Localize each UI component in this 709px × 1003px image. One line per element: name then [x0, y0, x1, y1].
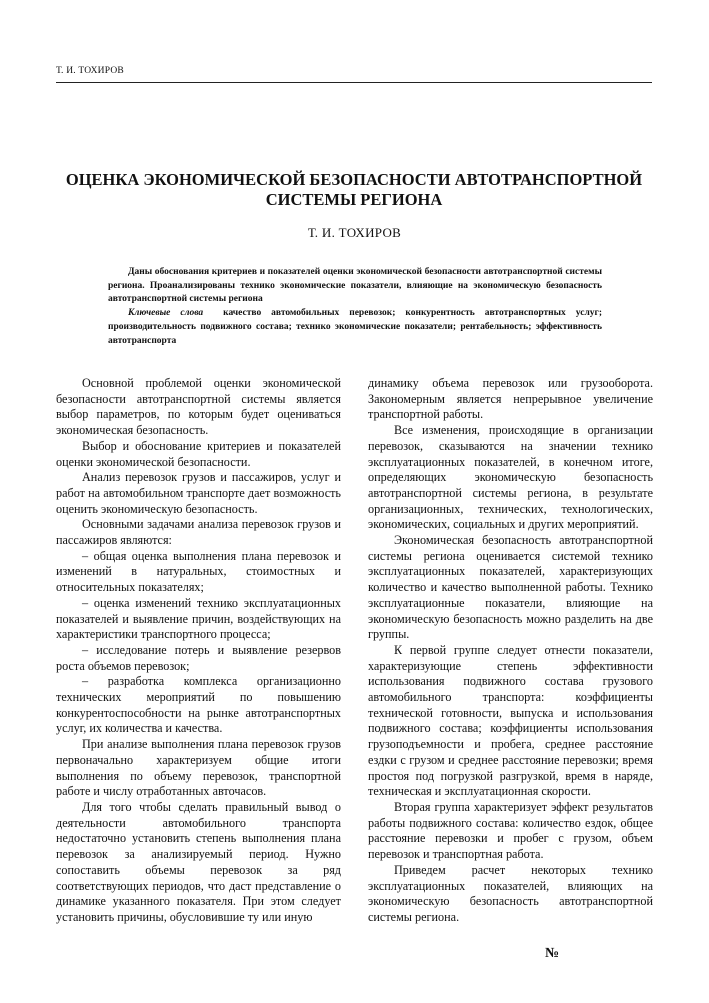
list-item: – оценка изменений технико эксплуатационных показателей и выявление причин, воздействующих на характеристики транспортного процесса; — [56, 595, 341, 642]
body-paragraph: Приведем расчет некоторых технико эксплуатационных показателей, влияющих на экономическую безопасность автотранспортной системы региона. — [368, 862, 653, 924]
body-paragraph: Анализ перевозок грузов и пассажиров, услуг и работ на автомобильном транспорте дает возможность оценить экономическую безопасность. — [56, 470, 341, 516]
title-line-1: ОЦЕНКА ЭКОНОМИЧЕСКОЙ БЕЗОПАСНОСТИ АВТОТРАНСПОРТНОЙ — [65, 170, 643, 189]
body-paragraph: Выбор и обоснование критериев и показателей оценки экономической безопасности. — [56, 438, 341, 469]
list-item: – разработка комплекса организационно технических мероприятий по повышению конкурентоспособности на рынке автотранспортных услуг, их количества и качества. — [56, 674, 341, 736]
abstract-block — [108, 266, 602, 348]
running-head: Т. И. ТОХИРОВ — [56, 66, 124, 76]
body-paragraph: Все изменения, происходящие в организации перевозок, сказываются на значении технико эксплуатационных показателей, в конечном итоге, определяющих экономическую безопасность автотранспортной системы региона, в результате организационных, технических, технологических, экономических, социальных и других мероприятий. — [368, 423, 653, 532]
title-line-2: СИСТЕМЫ РЕГИОНА — [265, 190, 443, 209]
page-number-mark: № — [545, 946, 560, 961]
keywords-paragraph — [108, 307, 602, 348]
list-item: – исследование потерь и выявление резервов роста объемов перевозок; — [56, 642, 341, 673]
keywords-text: качество автомобильных перевозок; конкурентность автотранспортных услуг; производительность подвижного состава; технико экономические показатели; рентабельность; эффективность автотранспорта — [108, 308, 603, 346]
keywords-label: Ключевые слова — [128, 308, 204, 319]
body-paragraph: Основной проблемой оценки экономической безопасности автотранспортной системы является выбор параметров, по которым будет оцениваться экономическая безопасность. — [56, 376, 341, 438]
list-item: – общая оценка выполнения плана перевозок и изменений в натуральных, стоимостных и относительных показателях; — [56, 548, 341, 595]
body-paragraph: К первой группе следует отнести показатели, характеризующие степень эффективности использования подвижного состава грузового автомобильного транспорта: коэффициенты технической готовности, выпуска и использования подвижного состава; коэффициенты использования грузоподъемности и пробега, среднее расстояние ездки с грузом и среднее расстояние перевозки; время простоя под погрузкой разгрузкой, время в наряде, техническая и эксплуатационная скорости. — [368, 642, 653, 799]
abstract-text: Даны обоснования критериев и показателей оценки экономической безопасности автотранспортной системы региона. Проанализированы технико экономические показатели, влияющие на экономическую безопасность автотранспортной системы региона — [108, 267, 602, 305]
article-title — [56, 170, 652, 210]
body-column-right — [368, 376, 653, 926]
body-paragraph: При анализе выполнения плана перевозок грузов первоначально характеризуем общие итоги выполнения по объему перевозок, транспортной работе и числу отработанных авточасов. — [56, 737, 341, 799]
body-paragraph: Основными задачами анализа перевозок грузов и пассажиров являются: — [56, 517, 341, 548]
body-paragraph: Вторая группа характеризует эффект результатов работы подвижного состава: количество ездок, общее расстояние перевозки и пробег с грузом, объем перевозок и транспортная работа. — [368, 799, 653, 862]
header-rule — [56, 82, 652, 83]
body-paragraph: Экономическая безопасность автотранспортной системы региона оценивается системой технико эксплуатационных показателей, характеризующих количество и качество выполненной работы. Технико эксплуатационные показатели, влияющие на экономическую безопасность можно разделить на две группы. — [368, 533, 653, 642]
author-name: Т. И. ТОХИРОВ — [307, 225, 402, 240]
body-paragraph: Для того чтобы сделать правильный вывод о деятельности автомобильного транспорта недостаточно установить степень выполнения плана перевозок за анализируемый период. Нужно сопоставить объемы перевозок за ряд соответствующих периодов, что даст представление о динамике указанного показателя. При этом следует установить причины, обусловившие ту или иную — [56, 799, 341, 924]
body-column-left — [56, 376, 341, 926]
body-paragraph-continued: динамику объема перевозок или грузооборота. Закономерным является непрерывное увеличение транспортной работы. — [368, 376, 653, 422]
